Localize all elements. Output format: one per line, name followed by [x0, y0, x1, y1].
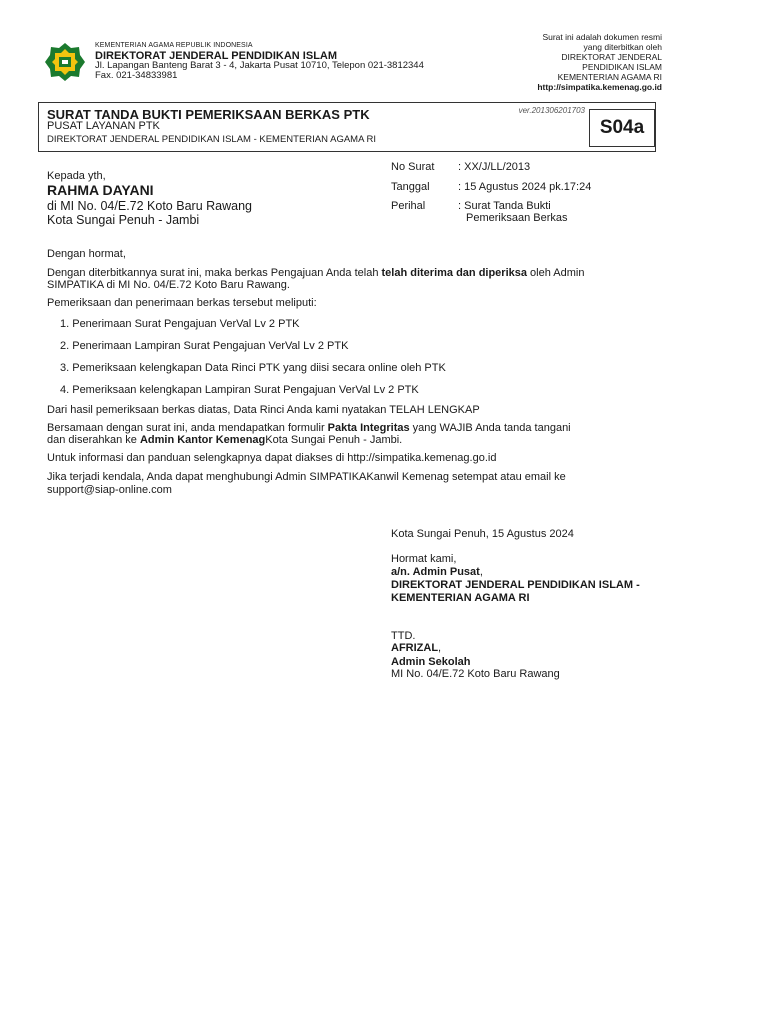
- paragraph-1-line-2: SIMPATIKA di MI No. 04/E.72 Koto Baru Rawang.: [47, 279, 290, 291]
- paragraph-4-line-2-bold: Admin Kantor Kemenag: [139, 434, 266, 446]
- list-item: 1. Penerimaan Surat Pengajuan VerVal Lv 2 PTK: [60, 318, 300, 330]
- official-note-line: yang diterbitkan oleh: [583, 42, 662, 52]
- official-note: [537, 32, 662, 92]
- document-subtitle: PUSAT LAYANAN PTK: [47, 120, 160, 132]
- signer-school: MI No. 04/E.72 Koto Baru Rawang: [391, 668, 560, 680]
- perihal-value: : Surat Tanda Bukti: [458, 200, 551, 212]
- an-suffix: ,: [479, 566, 483, 578]
- paragraph-4-line-2-text-b: Kota Sungai Penuh - Jambi.: [265, 434, 403, 446]
- an-admin: a/n. Admin Pusat: [391, 566, 480, 578]
- document-code: S04a: [589, 109, 655, 147]
- recipient-school: di MI No. 04/E.72 Koto Baru Rawang: [47, 199, 252, 213]
- signer-suffix: ,: [438, 642, 442, 654]
- paragraph-4-bold: Pakta Integritas: [327, 422, 410, 434]
- place-date: Kota Sungai Penuh, 15 Agustus 2024: [391, 528, 574, 540]
- recipient-greeting: Kepada yth,: [47, 170, 106, 182]
- paragraph-6: Jika terjadi kendala, Anda dapat menghubungi Admin SIMPATIKAKanwil Kemenag setempat atau email ke: [47, 471, 566, 483]
- paragraph-1-bold: telah diterima dan diperiksa: [381, 267, 527, 279]
- paragraph-4-line-2-text: dan diserahkan ke: [47, 434, 140, 446]
- official-note-line: PENDIDIKAN ISLAM: [582, 62, 662, 72]
- paragraph-5: Untuk informasi dan panduan selengkapnya dapat diakses di http://simpatika.kemenag.go.id: [47, 452, 497, 464]
- tanggal-value: : 15 Agustus 2024 pk.17:24: [458, 181, 592, 193]
- org-line-2: KEMENTERIAN AGAMA RI: [391, 592, 530, 604]
- no-surat-label: No Surat: [391, 161, 435, 173]
- signer-role: Admin Sekolah: [391, 656, 471, 668]
- header-directorate: DIREKTORAT JENDERAL PENDIDIKAN ISLAM: [95, 50, 338, 62]
- perihal-label: Perihal: [391, 200, 426, 212]
- support-email: support@siap-online.com: [47, 484, 172, 496]
- paragraph-2: Pemeriksaan dan penerimaan berkas tersebut meliputi:: [47, 297, 317, 309]
- list-item: 2. Penerimaan Lampiran Surat Pengajuan VerVal Lv 2 PTK: [60, 340, 349, 352]
- list-item: 3. Pemeriksaan kelengkapan Data Rinci PTK yang diisi secara online oleh PTK: [60, 362, 446, 374]
- official-url-link[interactable]: http://simpatika.kemenag.go.id: [537, 82, 662, 92]
- title-box: [38, 102, 656, 152]
- signer-line: [391, 642, 441, 655]
- header-fax: Fax. 021-34833981: [95, 70, 178, 81]
- header-ministry: KEMENTERIAN AGAMA REPUBLIK INDONESIA: [95, 42, 253, 49]
- salutation: Dengan hormat,: [47, 248, 126, 260]
- paragraph-1-text: Dengan diterbitkannya surat ini, maka berkas Pengajuan Anda telah: [47, 267, 382, 279]
- paragraph-4-line-2: [47, 434, 402, 447]
- official-note-line: KEMENTERIAN AGAMA RI: [557, 72, 662, 82]
- an-line: [391, 566, 483, 579]
- perihal-value-2: Pemeriksaan Berkas: [466, 212, 568, 224]
- recipient-name: RAHMA DAYANI: [47, 182, 154, 198]
- document-subtitle-2: DIREKTORAT JENDERAL PENDIDIKAN ISLAM - KEMENTERIAN AGAMA RI: [47, 134, 377, 145]
- recipient-city: Kota Sungai Penuh - Jambi: [47, 213, 200, 227]
- signer-name: AFRIZAL: [391, 642, 439, 654]
- org-line-1: DIREKTORAT JENDERAL PENDIDIKAN ISLAM -: [391, 579, 640, 591]
- document-version: ver.201306201703: [518, 106, 585, 115]
- document-title: SURAT TANDA BUKTI PEMERIKSAAN BERKAS PTK: [47, 107, 370, 122]
- regards: Hormat kami,: [391, 553, 457, 565]
- official-note-line: DIREKTORAT JENDERAL: [561, 52, 662, 62]
- tanggal-label: Tanggal: [391, 181, 430, 193]
- paragraph-1-text-b: oleh Admin: [527, 267, 585, 279]
- header-address: Jl. Lapangan Banteng Barat 3 - 4, Jakarta Pusat 10710, Telepon 021-3812344: [95, 60, 424, 71]
- paragraph-4-text: Bersamaan dengan surat ini, anda mendapatkan formulir: [47, 422, 328, 434]
- kemenag-logo-icon: [44, 42, 86, 82]
- no-surat-value: : XX/J/LL/2013: [458, 161, 531, 173]
- official-note-line: Surat ini adalah dokumen resmi: [542, 32, 662, 42]
- ttd: TTD.: [391, 630, 416, 642]
- paragraph-3: Dari hasil pemeriksaan berkas diatas, Data Rinci Anda kami nyatakan TELAH LENGKAP: [47, 404, 480, 416]
- paragraph-4-text-b: yang WAJIB Anda tanda tangani: [409, 422, 571, 434]
- list-item: 4. Pemeriksaan kelengkapan Lampiran Surat Pengajuan VerVal Lv 2 PTK: [60, 384, 419, 396]
